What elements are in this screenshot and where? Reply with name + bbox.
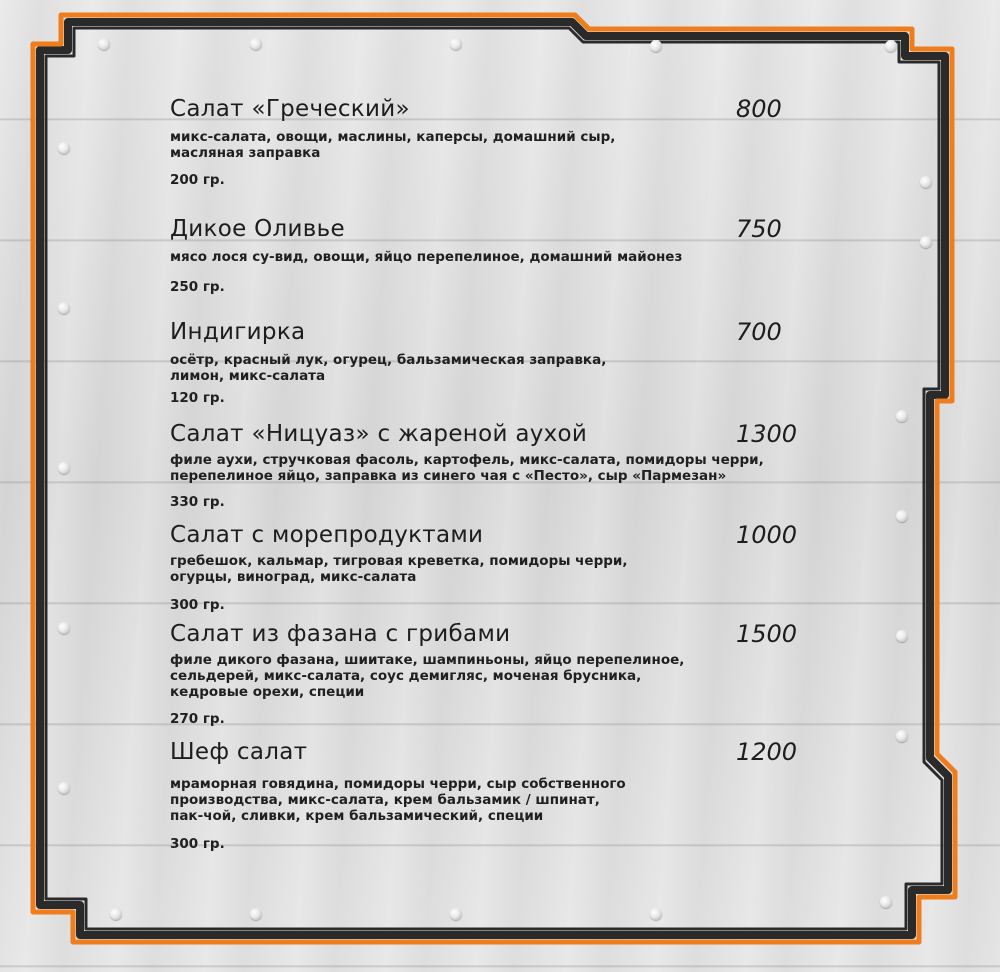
- dish-weight: 330 гр.: [170, 494, 225, 510]
- dish-price: 1200: [736, 738, 798, 766]
- dish-description: филе аухи, стручковая фасоль, картофель, микс-салата, помидоры черри, перепелиное яйцо, заправка из синего чая с «Песто», сыр «Пармезан»: [170, 452, 764, 484]
- menu-item: [170, 95, 810, 188]
- dish-name: Индигирка: [170, 319, 306, 345]
- dish-weight: 270 гр.: [170, 711, 225, 727]
- dish-weight: 200 гр.: [170, 172, 225, 188]
- dish-price: 750: [736, 215, 782, 243]
- dish-name: Салат из фазана с грибами: [170, 621, 511, 647]
- menu-item: [170, 738, 810, 852]
- dish-price: 700: [736, 318, 782, 346]
- dish-weight: 120 гр.: [170, 390, 225, 406]
- dish-price: 1500: [736, 620, 798, 648]
- dish-description: мясо лося су-вид, овощи, яйцо перепелиное, домашний майонез: [170, 249, 683, 265]
- dish-weight: 300 гр.: [170, 597, 225, 613]
- menu-item: [170, 215, 810, 295]
- dish-description: филе дикого фазана, шиитаке, шампиньоны, яйцо перепелиное, сельдерей, микс-салата, соус демигляс, моченая брусника, кедровые орехи, специи: [170, 652, 685, 700]
- dish-description: мраморная говядина, помидоры черри, сыр собственного производства, микс-салата, крем бальзамик / шпинат, пак-чой, сливки, крем бальзамический, специи: [170, 776, 626, 824]
- menu-item: [170, 420, 810, 510]
- dish-description: осётр, красный лук, огурец, бальзамическая заправка, лимон, микс-салата: [170, 352, 607, 384]
- dish-name: Шеф салат: [170, 739, 308, 765]
- dish-price: 800: [736, 95, 782, 123]
- menu-item: [170, 620, 810, 727]
- dish-price: 1000: [736, 521, 798, 549]
- menu-item: [170, 318, 810, 406]
- menu-item: [170, 521, 810, 613]
- dish-description: гребешок, кальмар, тигровая креветка, помидоры черри, огурцы, виноград, микс-салата: [170, 553, 628, 585]
- dish-name: Дикое Оливье: [170, 216, 345, 242]
- dish-weight: 250 гр.: [170, 279, 225, 295]
- dish-price: 1300: [736, 420, 798, 448]
- dish-name: Салат «Ницуаз» с жареной аухой: [170, 421, 588, 447]
- dish-description: микс-салата, овощи, маслины, каперсы, домашний сыр, масляная заправка: [170, 129, 616, 161]
- dish-name: Салат «Греческий»: [170, 96, 410, 122]
- dish-name: Салат с морепродуктами: [170, 522, 484, 548]
- dish-weight: 300 гр.: [170, 836, 225, 852]
